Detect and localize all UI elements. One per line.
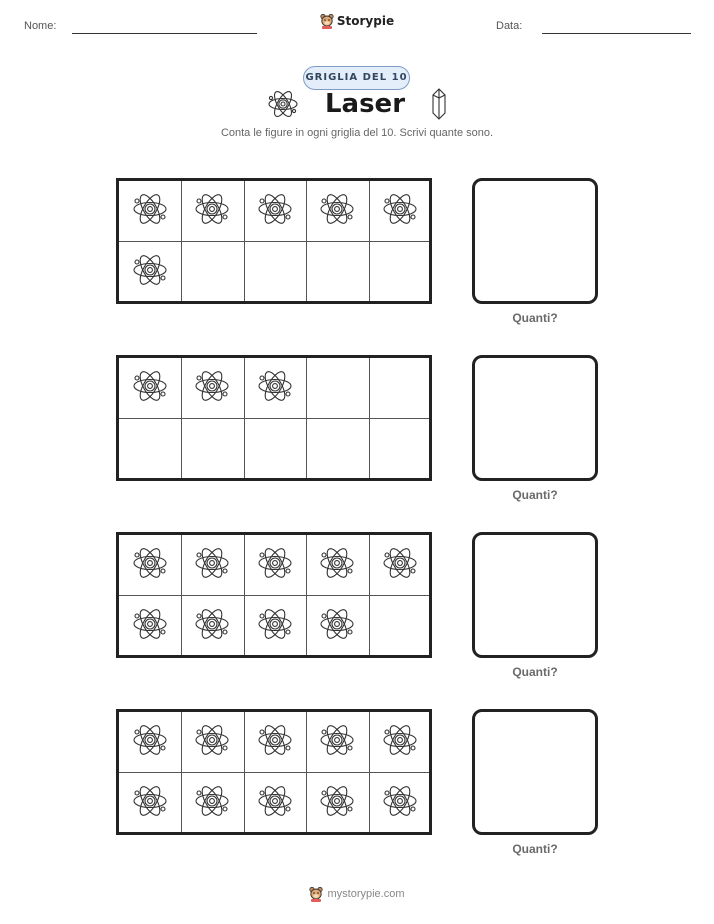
grid-cell (119, 535, 181, 595)
grid-cell (306, 358, 368, 418)
atom-icon (318, 604, 356, 648)
grid-cell (119, 181, 181, 241)
grid-cell (306, 773, 368, 833)
atom-icon (193, 366, 231, 410)
answer-label: Quanti? (512, 665, 558, 679)
atom-icon (193, 543, 231, 587)
grid-cell (244, 242, 306, 302)
atom-icon (318, 781, 356, 825)
atom-icon (131, 720, 169, 764)
atom-icon (131, 366, 169, 410)
atom-icon (256, 720, 294, 764)
atom-icon (381, 189, 419, 233)
atom-icon (267, 88, 299, 120)
atom-icon (256, 543, 294, 587)
ten-frame (116, 178, 432, 304)
atom-icon (256, 189, 294, 233)
atom-icon (131, 604, 169, 648)
crystal-icon (431, 88, 447, 120)
atom-icon (131, 543, 169, 587)
answer-box[interactable] (472, 355, 598, 481)
grid-cell (306, 596, 368, 656)
brand (0, 13, 714, 33)
atom-icon (131, 781, 169, 825)
name-label: Nome: (24, 20, 57, 32)
atom-icon (318, 543, 356, 587)
grid-cell (181, 596, 243, 656)
grid-cell (181, 419, 243, 479)
ten-frame (116, 709, 432, 835)
bear-logo-icon (309, 886, 323, 902)
title-row (0, 88, 714, 120)
atom-icon (193, 781, 231, 825)
grid-cell (369, 773, 431, 833)
grid-cell (119, 596, 181, 656)
grid-cell (119, 242, 181, 302)
atom-icon (131, 189, 169, 233)
grid-cell (306, 712, 368, 772)
ten-frame (116, 355, 432, 481)
ten-frame (116, 532, 432, 658)
answer-label: Quanti? (512, 842, 558, 856)
atom-icon (193, 604, 231, 648)
grid-cell (244, 773, 306, 833)
instructions: Conta le figure in ogni griglia del 10. Scrivi quante sono. (220, 127, 494, 139)
grid-cell (369, 358, 431, 418)
grid-cell (119, 419, 181, 479)
grid-cell (244, 596, 306, 656)
grid-cell (181, 358, 243, 418)
grid-cell (244, 358, 306, 418)
atom-icon (318, 189, 356, 233)
worksheet-badge: GRIGLIA DEL 10 (303, 66, 410, 90)
grid-cell (306, 242, 368, 302)
footer (0, 886, 714, 906)
grid-cell (244, 535, 306, 595)
name-line[interactable] (72, 33, 257, 34)
grid-cell (181, 535, 243, 595)
grid-cell (306, 181, 368, 241)
grid-cell (369, 419, 431, 479)
grid-cell (119, 712, 181, 772)
grid-cell (119, 773, 181, 833)
grid-cell (181, 181, 243, 241)
grid-cell (181, 773, 243, 833)
atom-icon (256, 781, 294, 825)
footer-url: mystorypie.com (327, 888, 405, 900)
answer-box[interactable] (472, 532, 598, 658)
atom-icon (256, 604, 294, 648)
atom-icon (381, 543, 419, 587)
bear-logo-icon (320, 13, 334, 29)
atom-icon (193, 720, 231, 764)
date-line[interactable] (542, 33, 691, 34)
atom-icon (193, 189, 231, 233)
grid-cell (306, 535, 368, 595)
atom-icon (381, 781, 419, 825)
answer-label: Quanti? (512, 488, 558, 502)
atom-icon (256, 366, 294, 410)
brand-name: Storypie (336, 14, 395, 28)
answer-box[interactable] (472, 709, 598, 835)
date-label: Data: (496, 20, 523, 32)
atom-icon (381, 720, 419, 764)
grid-cell (181, 712, 243, 772)
grid-cell (306, 419, 368, 479)
grid-cell (244, 419, 306, 479)
grid-cell (119, 358, 181, 418)
atom-icon (131, 250, 169, 294)
answer-box[interactable] (472, 178, 598, 304)
atom-icon (318, 720, 356, 764)
answer-label: Quanti? (512, 311, 558, 325)
grid-cell (369, 596, 431, 656)
grid-cell (369, 535, 431, 595)
grid-cell (369, 712, 431, 772)
grid-cell (369, 181, 431, 241)
grid-cell (244, 712, 306, 772)
grid-cell (369, 242, 431, 302)
page-title: Laser (324, 89, 406, 119)
grid-cell (244, 181, 306, 241)
grid-cell (181, 242, 243, 302)
